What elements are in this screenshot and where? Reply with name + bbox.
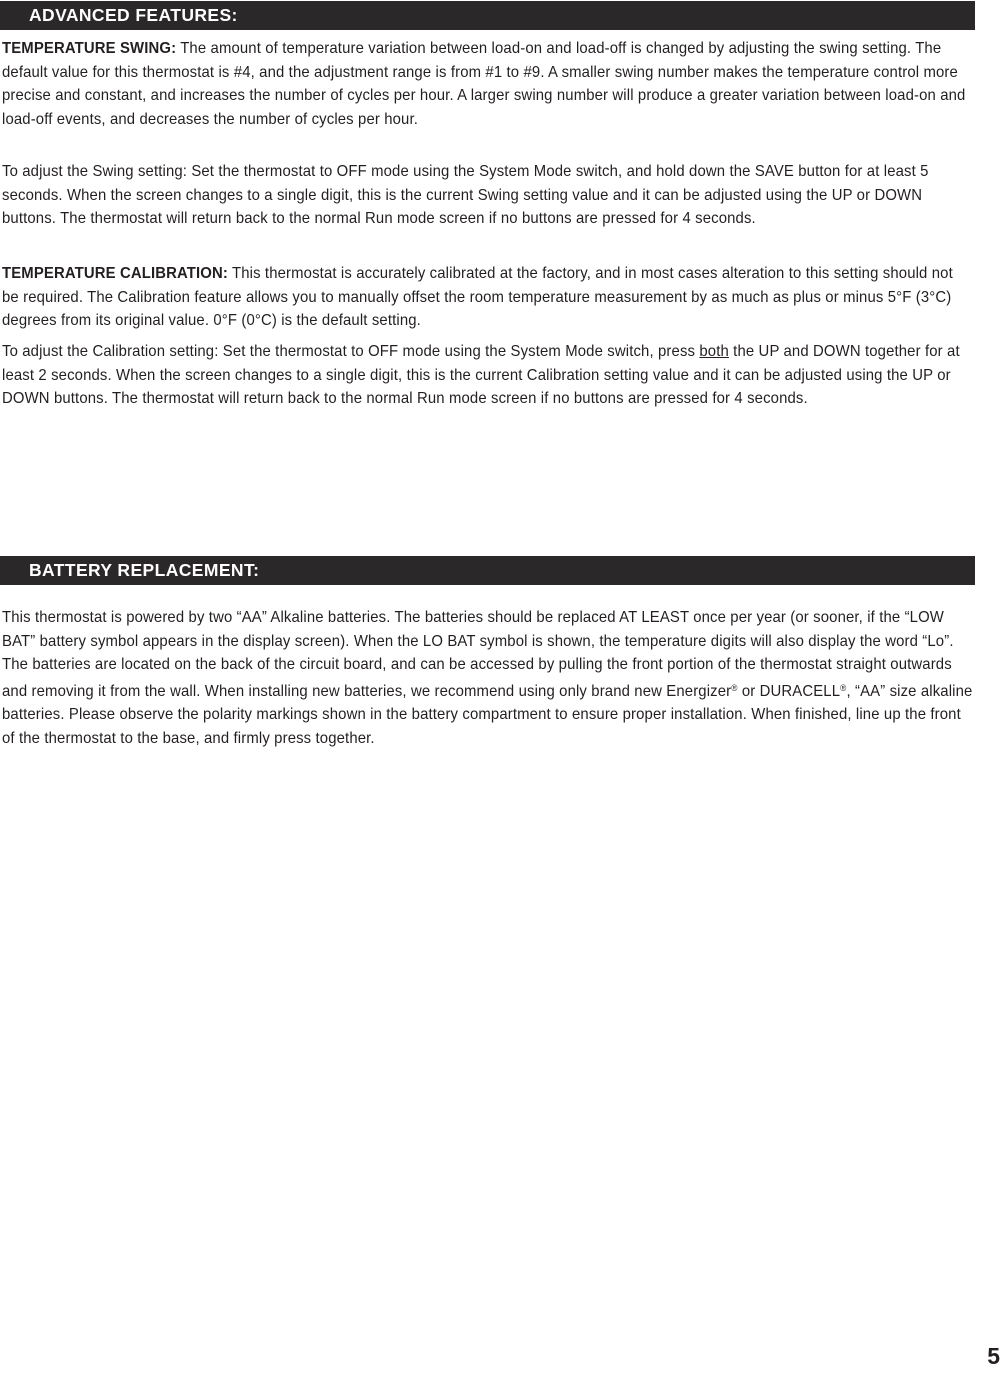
page-number: 5 (987, 1343, 1000, 1369)
temperature-swing-paragraph (2, 37, 974, 131)
temperature-swing-label: TEMPERATURE SWING: (2, 40, 177, 57)
calibration-adjust-underlined-word: both (699, 343, 729, 360)
calibration-adjust-text-after: the UP and DOWN together for at least 2 seconds. When the screen changes to a single digit, this is the current Calibration setting value and it can be adjusted using the UP or DOWN buttons. The thermostat will return back to the normal Run mode screen if no buttons are pressed for 4 seconds. (2, 343, 960, 407)
battery-text-part1: This thermostat is powered by two “AA” Alkaline batteries. The batteries should be replaced AT LEAST once per year (or sooner, if the “LOW BAT” battery symbol appears in the display screen). When the LO BAT symbol is shown, the temperature digits will also display the word “Lo”. The batteries are located on the back of the circuit board, and can be accessed by pulling the front portion of the thermostat straight outwards and removing it from the wall. When installing new batteries, we recommend using only brand new Energizer (2, 609, 954, 700)
battery-replacement-paragraph (2, 606, 974, 750)
battery-text-part3: , “AA” size alkaline batteries. Please observe the polarity markings shown in the battery compartment to ensure proper installation. When finished, line up the front of the thermostat to the base, and firmly press together. (2, 682, 973, 747)
battery-replacement-heading (0, 556, 975, 585)
advanced-features-heading-text: ADVANCED FEATURES: (29, 5, 238, 25)
temperature-calibration-text: This thermostat is accurately calibrated at the factory, and in most cases alteration to this setting should not be required. The Calibration feature allows you to manually offset the room temperature measurement by as much as plus or minus 5°F (3°C) degrees from its original value. 0°F (0°C) is the default setting. (2, 265, 953, 329)
advanced-features-heading (0, 1, 975, 30)
battery-text-part2: or DURACELL (737, 682, 841, 700)
registered-mark-duracell: ® (840, 682, 847, 693)
temperature-calibration-label: TEMPERATURE CALIBRATION: (2, 265, 228, 282)
registered-mark-energizer: ® (731, 682, 738, 693)
temperature-calibration-paragraph (2, 262, 974, 333)
swing-adjust-text: To adjust the Swing setting: Set the thermostat to OFF mode using the System Mode switch, and hold down the SAVE button for at least 5 seconds. When the screen changes to a single digit, this is the current Swing setting value and it can be adjusted using the UP or DOWN buttons. The thermostat will return back to the normal Run mode screen if no buttons are pressed for 4 seconds. (2, 163, 929, 227)
calibration-adjust-text-before: To adjust the Calibration setting: Set the thermostat to OFF mode using the System Mode switch, press (2, 343, 700, 360)
swing-adjust-paragraph (2, 160, 974, 231)
calibration-adjust-paragraph (2, 340, 974, 411)
battery-replacement-heading-text: BATTERY REPLACEMENT: (29, 560, 260, 580)
temperature-swing-text: The amount of temperature variation between load-on and load-off is changed by adjusting the swing setting. The default value for this thermostat is #4, and the adjustment range is from #1 to #9. A smaller swing number makes the temperature control more precise and constant, and increases the number of cycles per hour. A larger swing number will produce a greater variation between load-on and load-off events, and decreases the number of cycles per hour. (2, 40, 966, 128)
